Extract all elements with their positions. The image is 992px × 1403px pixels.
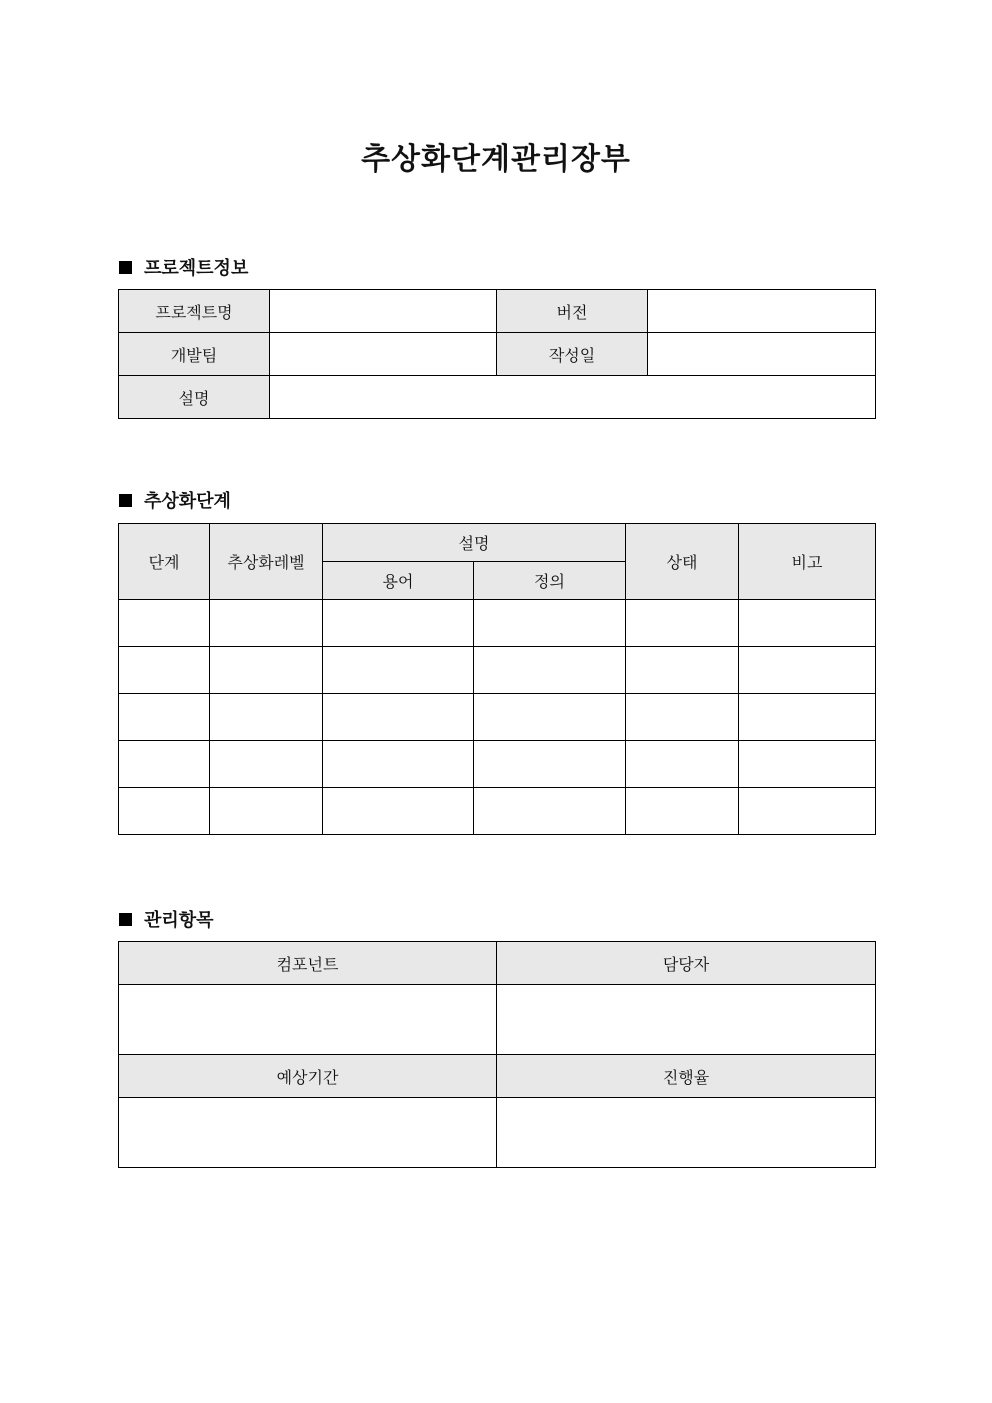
table-cell[interactable] <box>474 600 626 647</box>
table-cell[interactable] <box>626 788 739 835</box>
table-cell[interactable] <box>119 694 210 741</box>
period-label: 예상기간 <box>119 1055 497 1098</box>
column-header-remarks: 비고 <box>739 524 876 600</box>
square-bullet-icon <box>119 913 132 926</box>
column-header-status: 상태 <box>626 524 739 600</box>
version-label: 버전 <box>497 290 648 333</box>
description-label: 설명 <box>119 376 270 419</box>
table-cell[interactable] <box>474 788 626 835</box>
project-name-label: 프로젝트명 <box>119 290 270 333</box>
progress-label: 진행율 <box>497 1055 876 1098</box>
table-cell[interactable] <box>626 694 739 741</box>
page-title: 추상화단계관리장부 <box>361 142 631 177</box>
component-label: 컴포넌트 <box>119 942 497 985</box>
date-label: 작성일 <box>497 333 648 376</box>
component-field[interactable] <box>119 985 497 1055</box>
progress-field[interactable] <box>497 1098 876 1168</box>
table-cell[interactable] <box>210 788 323 835</box>
table-row <box>119 1098 876 1168</box>
table-cell[interactable] <box>119 600 210 647</box>
table-cell[interactable] <box>739 600 876 647</box>
table-cell[interactable] <box>210 600 323 647</box>
table-row <box>119 600 876 647</box>
team-field[interactable] <box>270 333 497 376</box>
table-cell[interactable] <box>119 741 210 788</box>
square-bullet-icon <box>119 261 132 274</box>
table-cell[interactable] <box>739 694 876 741</box>
table-cell[interactable] <box>474 694 626 741</box>
section-heading-label: 관리항목 <box>144 910 214 931</box>
table-cell[interactable] <box>119 788 210 835</box>
table-cell[interactable] <box>474 647 626 694</box>
table-row <box>119 290 876 333</box>
section-heading-label: 프로젝트정보 <box>144 258 249 279</box>
square-bullet-icon <box>119 494 132 507</box>
table-cell[interactable] <box>323 741 474 788</box>
table-cell[interactable] <box>323 788 474 835</box>
owner-field[interactable] <box>497 985 876 1055</box>
column-header-level: 추상화레벨 <box>210 524 323 600</box>
section-heading-label: 추상화단계 <box>144 491 231 512</box>
column-header-stage: 단계 <box>119 524 210 600</box>
table-cell[interactable] <box>323 694 474 741</box>
table-header-row <box>119 1055 876 1098</box>
table-row <box>119 376 876 419</box>
management-table <box>118 941 876 1168</box>
project-name-field[interactable] <box>270 290 497 333</box>
period-field[interactable] <box>119 1098 497 1168</box>
table-cell[interactable] <box>323 647 474 694</box>
table-row <box>119 741 876 788</box>
section-heading-abstraction-stages <box>119 487 231 513</box>
table-cell[interactable] <box>739 647 876 694</box>
table-cell[interactable] <box>474 741 626 788</box>
column-header-definition: 정의 <box>474 562 626 600</box>
owner-label: 담당자 <box>497 942 876 985</box>
table-cell[interactable] <box>210 741 323 788</box>
table-cell[interactable] <box>739 788 876 835</box>
table-cell[interactable] <box>626 741 739 788</box>
table-header-row <box>119 942 876 985</box>
table-cell[interactable] <box>626 600 739 647</box>
table-header-row <box>119 524 876 562</box>
column-header-description: 설명 <box>323 524 626 562</box>
table-row <box>119 985 876 1055</box>
abstraction-stages-table <box>118 523 876 835</box>
date-field[interactable] <box>648 333 876 376</box>
description-field[interactable] <box>270 376 876 419</box>
table-cell[interactable] <box>739 741 876 788</box>
table-cell[interactable] <box>323 600 474 647</box>
table-row <box>119 788 876 835</box>
table-row <box>119 333 876 376</box>
table-cell[interactable] <box>626 647 739 694</box>
table-row <box>119 694 876 741</box>
team-label: 개발팀 <box>119 333 270 376</box>
project-info-table <box>118 289 876 419</box>
table-cell[interactable] <box>210 694 323 741</box>
table-cell[interactable] <box>119 647 210 694</box>
section-heading-management <box>119 906 214 932</box>
table-row <box>119 647 876 694</box>
table-cell[interactable] <box>210 647 323 694</box>
column-header-term: 용어 <box>323 562 474 600</box>
version-field[interactable] <box>648 290 876 333</box>
section-heading-project-info <box>119 254 248 280</box>
